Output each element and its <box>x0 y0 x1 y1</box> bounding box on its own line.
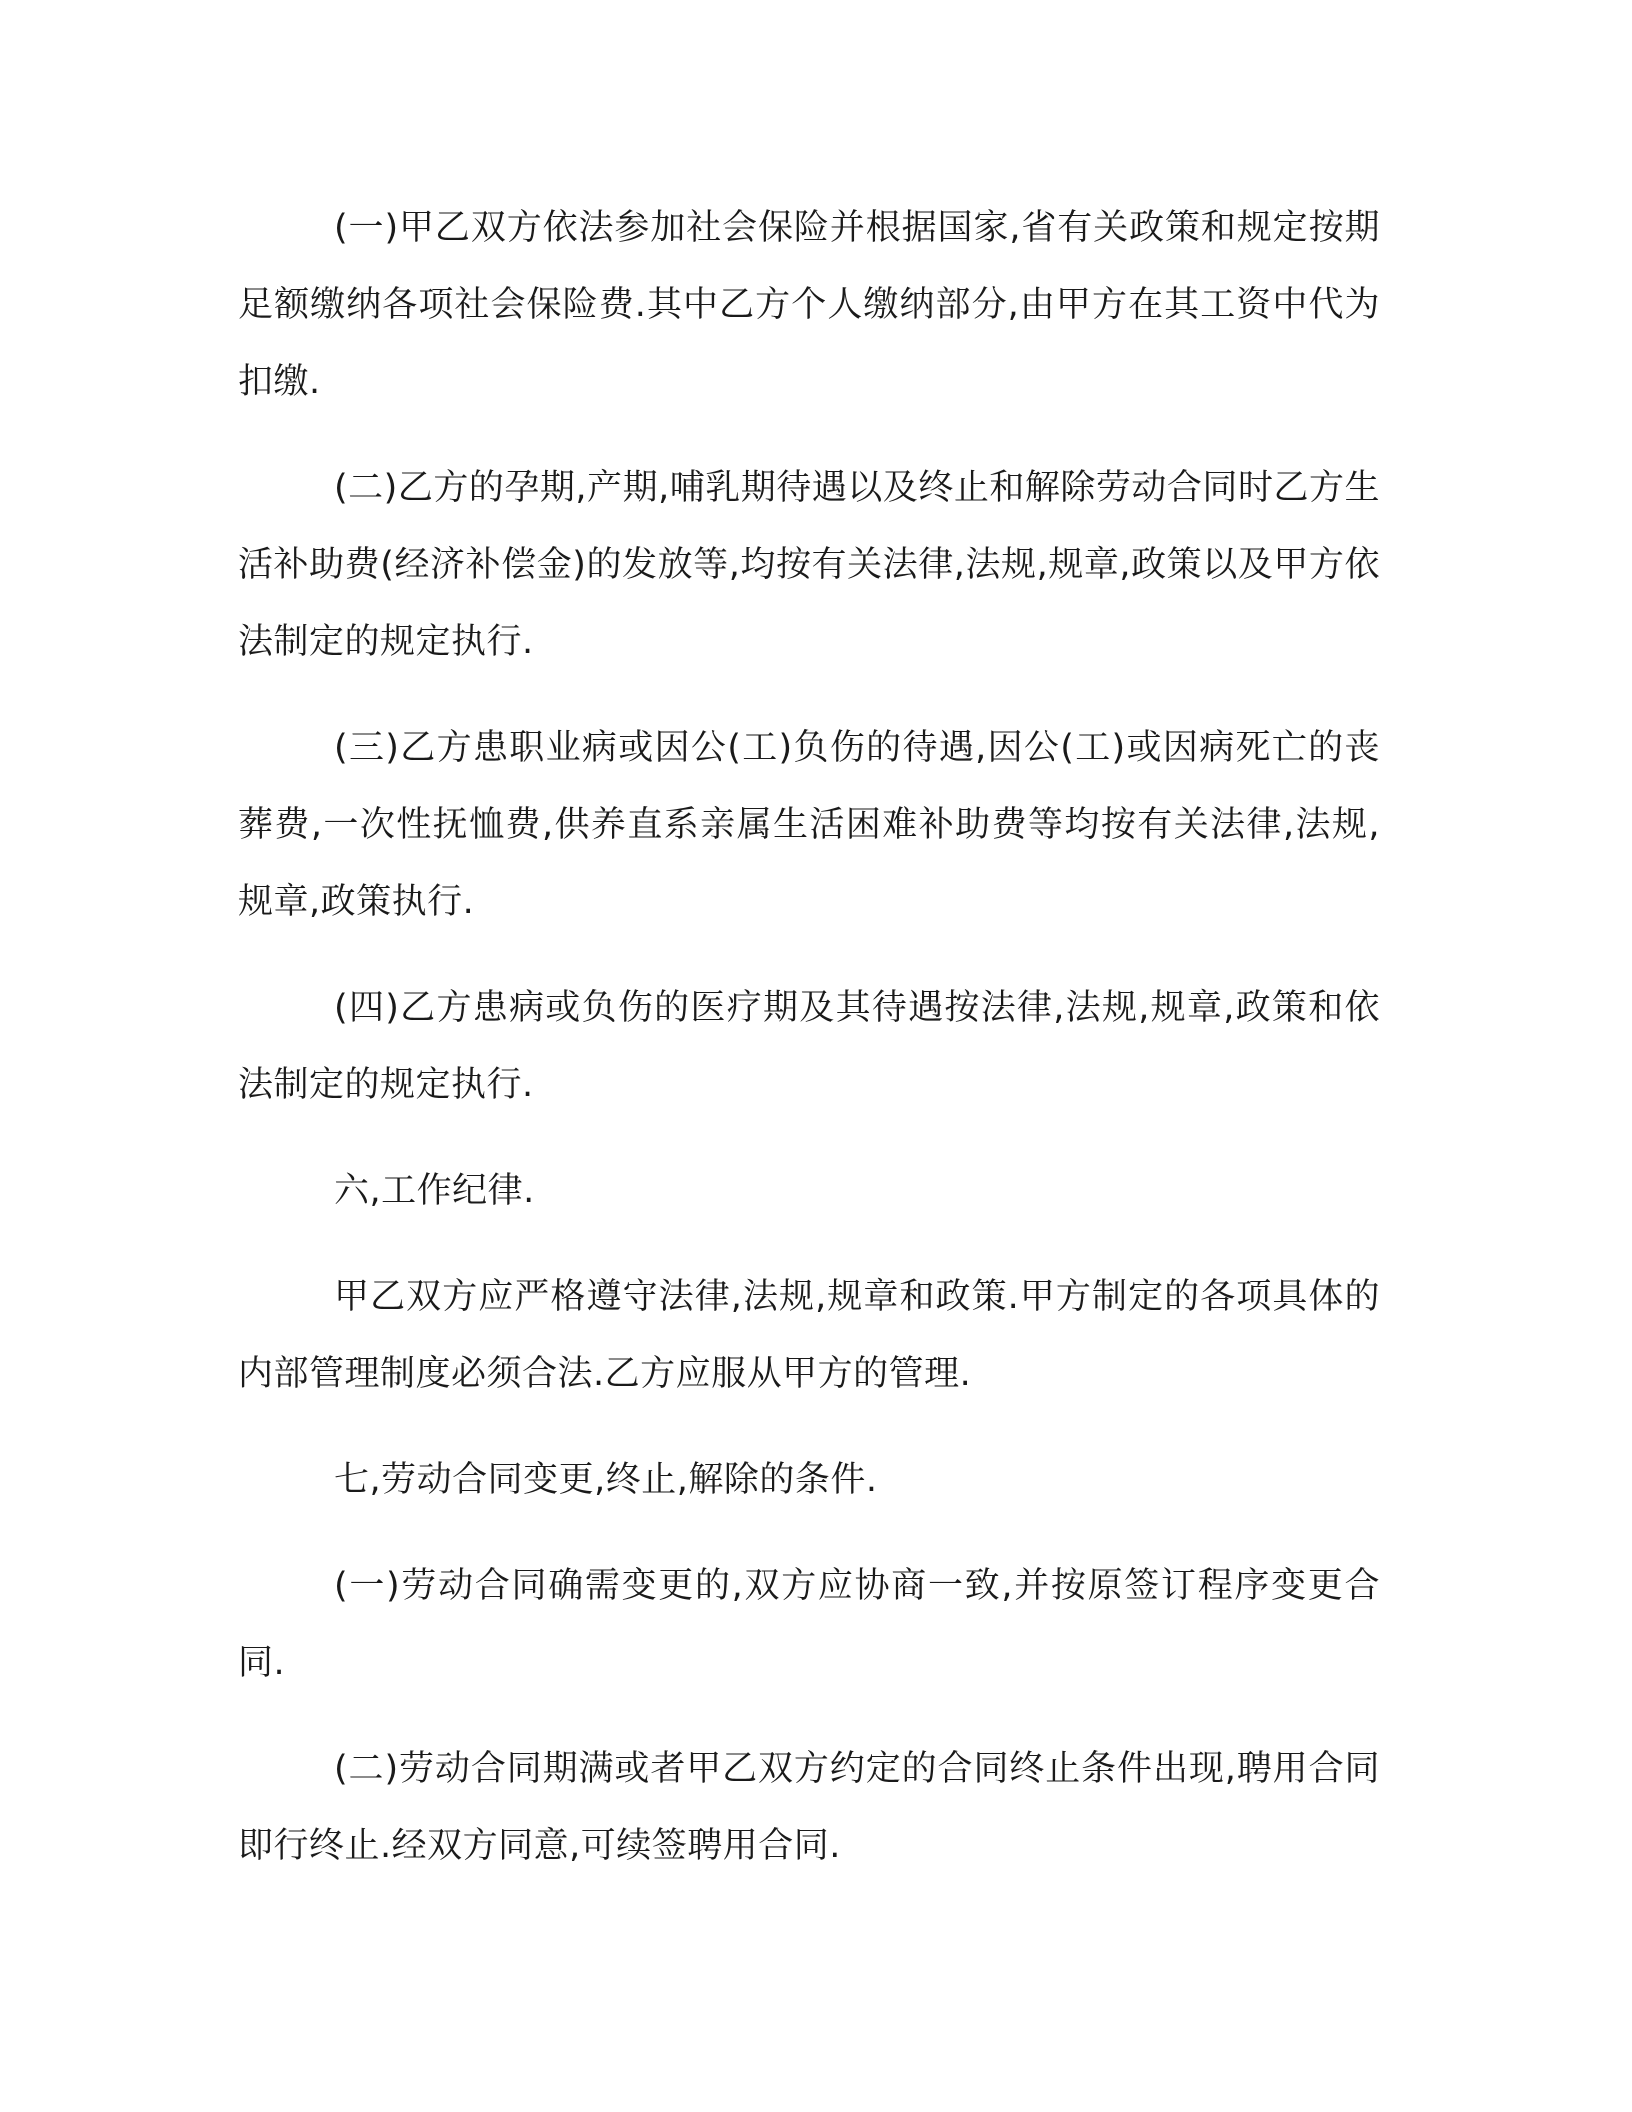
paragraph-work-discipline: 甲乙双方应严格遵守法律,法规,规章和政策.甲方制定的各项具体的内部管理制度必须合法.乙方应服从甲方的管理. <box>238 1277 1380 1394</box>
paragraph-medical-period: (四)乙方患病或负伤的医疗期及其待遇按法律,法规,规章,政策和依法制定的规定执行. <box>238 988 1380 1105</box>
paragraph-social-insurance: (一)甲乙双方依法参加社会保险并根据国家,省有关政策和规定按期足额缴纳各项社会保险费.其中乙方个人缴纳部分,由甲方在其工资中代为扣缴. <box>238 208 1380 402</box>
section-heading-work-discipline: 六,工作纪律. <box>334 1171 535 1211</box>
paragraph-occupational-injury: (三)乙方患职业病或因公(工)负伤的待遇,因公(工)或因病死亡的丧葬费,一次性抚恤费,供养直系亲属生活困难补助费等均按有关法律,法规,规章,政策执行. <box>238 728 1380 922</box>
paragraph-contract-change: (一)劳动合同确需变更的,双方应协商一致,并按原签订程序变更合同. <box>238 1566 1380 1683</box>
document-body <box>238 190 1380 1914</box>
paragraph-contract-termination: (二)劳动合同期满或者甲乙双方约定的合同终止条件出现,聘用合同即行终止.经双方同意,可续签聘用合同. <box>238 1749 1380 1866</box>
section-heading-contract-change: 七,劳动合同变更,终止,解除的条件. <box>334 1460 878 1500</box>
paragraph-maternity-benefits: (二)乙方的孕期,产期,哺乳期待遇以及终止和解除劳动合同时乙方生活补助费(经济补偿金)的发放等,均按有关法律,法规,规章,政策以及甲方依法制定的规定执行. <box>238 468 1380 662</box>
